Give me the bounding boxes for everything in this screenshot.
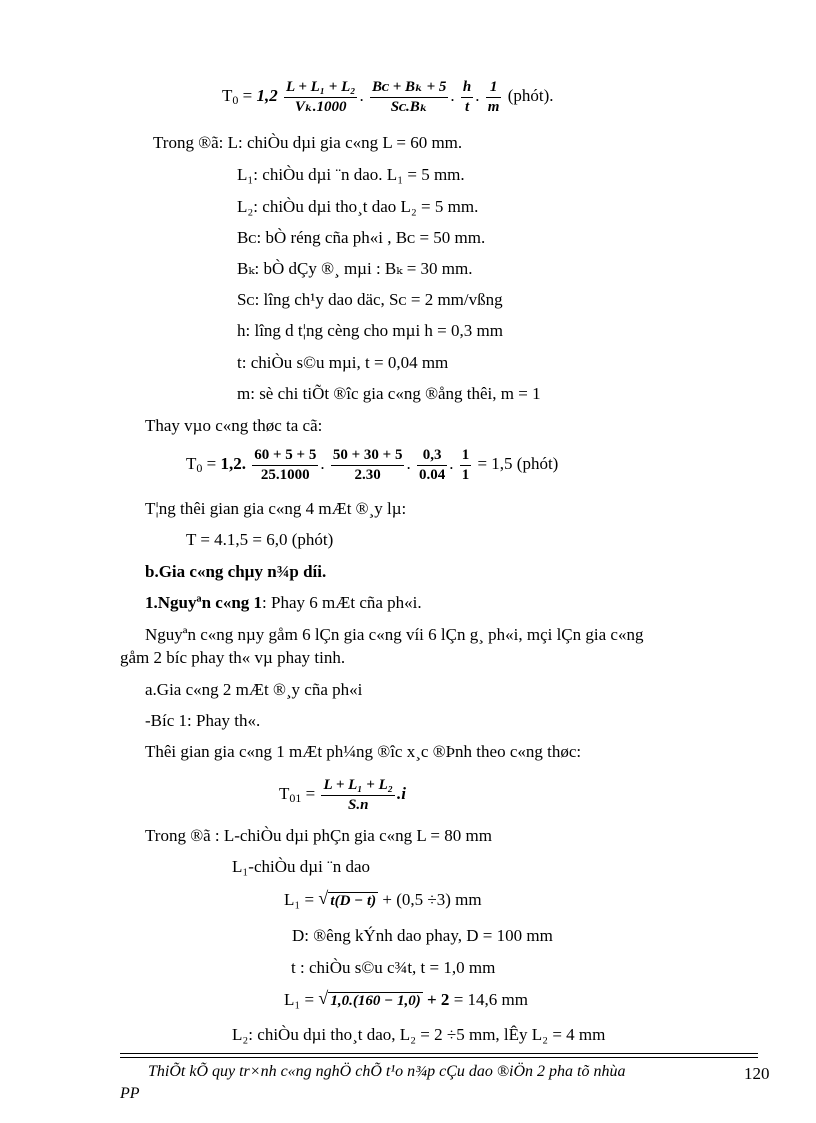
eq3-equals: = <box>301 784 320 803</box>
eq3-den: S.n <box>348 796 369 813</box>
equation-t0-substituted: $T_0 = 1,2$. $\frac{60 + 5 + 5}{25.1000}$ . $\frac{50 + 30 + 5}{2.30}$ . $\frac{0,3}{0.04}$ . $\frac{1}{1}$ = 1,5 (phót) <box>186 446 559 483</box>
def-line-2: L₂: chiÒu dµi tho¸t dao L₂ = 5 mm. <box>237 197 479 216</box>
para1-line1: Nguyªn c«ng nµy gåm 6 lÇn gia c«ng víi 6 lÇn g¸ ph«i, mçi lÇn gia c«ng <box>145 625 644 644</box>
equation-l1 <box>284 890 482 911</box>
def-line-3: Bᴄ: bÒ réng cña ph«i , Bᴄ = 50 mm. <box>237 228 486 247</box>
eq1-frac3 <box>461 79 473 116</box>
eq5-lhs: L₁ = <box>284 990 319 1009</box>
def2-line-1: L₁-chiÒu dµi ¨n dao <box>232 857 370 876</box>
eq2-f3-den: 0.04 <box>418 466 446 483</box>
eq1-lhs-sub: 0 <box>232 93 239 107</box>
def-line-0: Trong ®ã: L: chiÒu dµi gia c«ng L = 60 mm. <box>153 133 463 152</box>
eq1-f3-den: t <box>465 98 470 115</box>
eq1-f2-num: Bᴄ + Bₖ + 5 <box>370 79 448 98</box>
eq3-tail: .i <box>396 784 406 803</box>
eq2-coef: 1,2. <box>220 454 246 473</box>
page-number: 120 <box>744 1064 770 1083</box>
a-line: a.Gia c«ng 2 mÆt ®¸y cña ph«i <box>145 680 363 699</box>
def-line-5: Sᴄ: lîng ch¹y dao däc, Sᴄ = 2 mm/vßng <box>237 290 503 309</box>
eq5-sqrt <box>318 990 422 1011</box>
buoc-1: -Bíc 1: Phay th«. <box>145 711 261 730</box>
eq1-frac4 <box>486 79 502 116</box>
eq1-frac2 <box>370 79 448 116</box>
def-line-6: h: lîng d t¦ng cèng cho mµi h = 0,3 mm <box>237 321 503 340</box>
equation-l1-value <box>284 990 528 1011</box>
eq2-f3-num: 0,3 <box>417 447 447 466</box>
def2-line-0: Trong ®ã : L-chiÒu dµi phÇn gia c«ng L = 80 mm <box>145 826 492 845</box>
para1-line2: gåm 2 bíc phay th« vµ phay tinh. <box>120 648 346 667</box>
nguyen-cong-1-label: 1.Nguyªn c«ng 1 <box>145 593 263 612</box>
def-line-4: Bₖ: bÒ dÇy ®¸ mµi : Bₖ = 30 mm. <box>237 259 473 278</box>
thay-line: Thay vµo c«ng thøc ta cã: <box>145 416 323 435</box>
d-line: D: ®êng kÝnh dao phay, D = 100 mm <box>292 926 553 945</box>
eq2-frac2 <box>331 447 405 484</box>
eq4-radicand: t(D − t) <box>330 893 377 909</box>
eq4-sqrt <box>318 890 378 911</box>
eq5-radicand: 1,0.(160 − 1,0) <box>330 993 421 1009</box>
eq2-f2-den: 2.30 <box>354 466 381 483</box>
eq2-result: = 1,5 (phót) <box>477 454 559 473</box>
eq1-f1-den: Vₖ.1000 <box>294 98 347 115</box>
equation-t0: $T_0 = 1,2$ $\frac{\text{L + L₁ + L₂}}{\text{Vₖ.1000}}$ . $\frac{\text{Bᴄ + Bₖ + 5}}{\text{Sᴄ.Bₖ}}$ . $\frac{h}{t}$ . $\frac{1}{m}$ (phót). <box>222 78 554 115</box>
eq4-tail: + (0,5 ÷3) mm <box>378 890 482 909</box>
eq5-tail: = 14,6 mm <box>449 990 528 1009</box>
eq1-unit: (phót). <box>507 86 554 105</box>
def-line-7: t: chiÒu s©u mµi, t = 0,04 mm <box>237 353 449 372</box>
eq1-coef: 1,2 <box>256 86 278 105</box>
eq2-frac4 <box>460 447 472 484</box>
footer-title: ThiÕt kÕ quy tr×nh c«ng nghÖ chÕ t¹o n¾p cÇu dao ®iÖn 2 pha tõ nhùa <box>148 1063 626 1080</box>
def-line-1: L₁: chiÒu dµi ¨n dao. L₁ = 5 mm. <box>237 165 465 184</box>
eq2-f1-num: 60 + 5 + 5 <box>252 447 318 466</box>
eq2-f4-den: 1 <box>461 466 470 483</box>
heading-b: b.Gia c«ng chµy n¾p díi. <box>145 562 327 581</box>
eq2-f4-num: 1 <box>460 447 472 466</box>
eq2-frac3 <box>417 447 447 484</box>
footer-rule-top <box>120 1053 758 1054</box>
eq1-f4-num: 1 <box>486 79 502 98</box>
l2-line: L₂: chiÒu dµi tho¸t dao, L₂ = 2 ÷5 mm, lÊy L₂ = 4 mm <box>232 1025 606 1044</box>
eq3-frac <box>321 777 395 814</box>
footer-title-cont: PP <box>120 1085 140 1102</box>
eq1-f2-den: Sᴄ.Bₖ <box>390 98 428 115</box>
eq2-f2-num: 50 + 30 + 5 <box>331 447 405 466</box>
equation-t01 <box>279 776 406 816</box>
tong-equation: T = 4.1,5 = 6,0 (phót) <box>186 530 334 549</box>
nguyen-cong-1-text: : Phay 6 mÆt cña ph«i. <box>262 593 422 612</box>
eq1-f4-den: m <box>487 98 500 115</box>
nguyen-cong-1 <box>145 593 422 613</box>
tong-line: T¦ng thêi gian gia c«ng 4 mÆt ®¸y lµ: <box>145 499 407 518</box>
eq1-lhs: T <box>222 86 233 105</box>
eq1-equals: = <box>238 86 257 105</box>
eq2-f1-den: 25.1000 <box>260 466 310 483</box>
eq2-lhs: T <box>186 454 197 473</box>
eq3-lhs: T <box>279 784 290 803</box>
thoigian-line: Thêi gian gia c«ng 1 mÆt ph¼ng ®îc x¸c ®Þnh theo c«ng thøc: <box>145 742 582 761</box>
eq3-num: L + L₁ + L₂ <box>321 777 395 796</box>
eq2-lhs-sub: 0 <box>196 461 203 475</box>
eq3-lhs-sub: 01 <box>289 791 302 805</box>
eq1-f1-num: L + L₁ + L₂ <box>284 79 358 98</box>
footer-rule-bottom <box>120 1057 758 1058</box>
eq2-frac1 <box>252 447 318 484</box>
eq4-lhs: L₁ = <box>284 890 319 909</box>
eq1-frac1 <box>284 79 358 116</box>
t-line: t : chiÒu s©u c¾t, t = 1,0 mm <box>291 958 496 977</box>
eq1-f3-num: h <box>461 79 473 98</box>
eq2-equals: = <box>202 454 221 473</box>
def-line-8: m: sè chi tiÕt ®îc gia c«ng ®ång thêi, m = 1 <box>237 384 541 403</box>
eq5-plus: + 2 <box>422 990 450 1009</box>
